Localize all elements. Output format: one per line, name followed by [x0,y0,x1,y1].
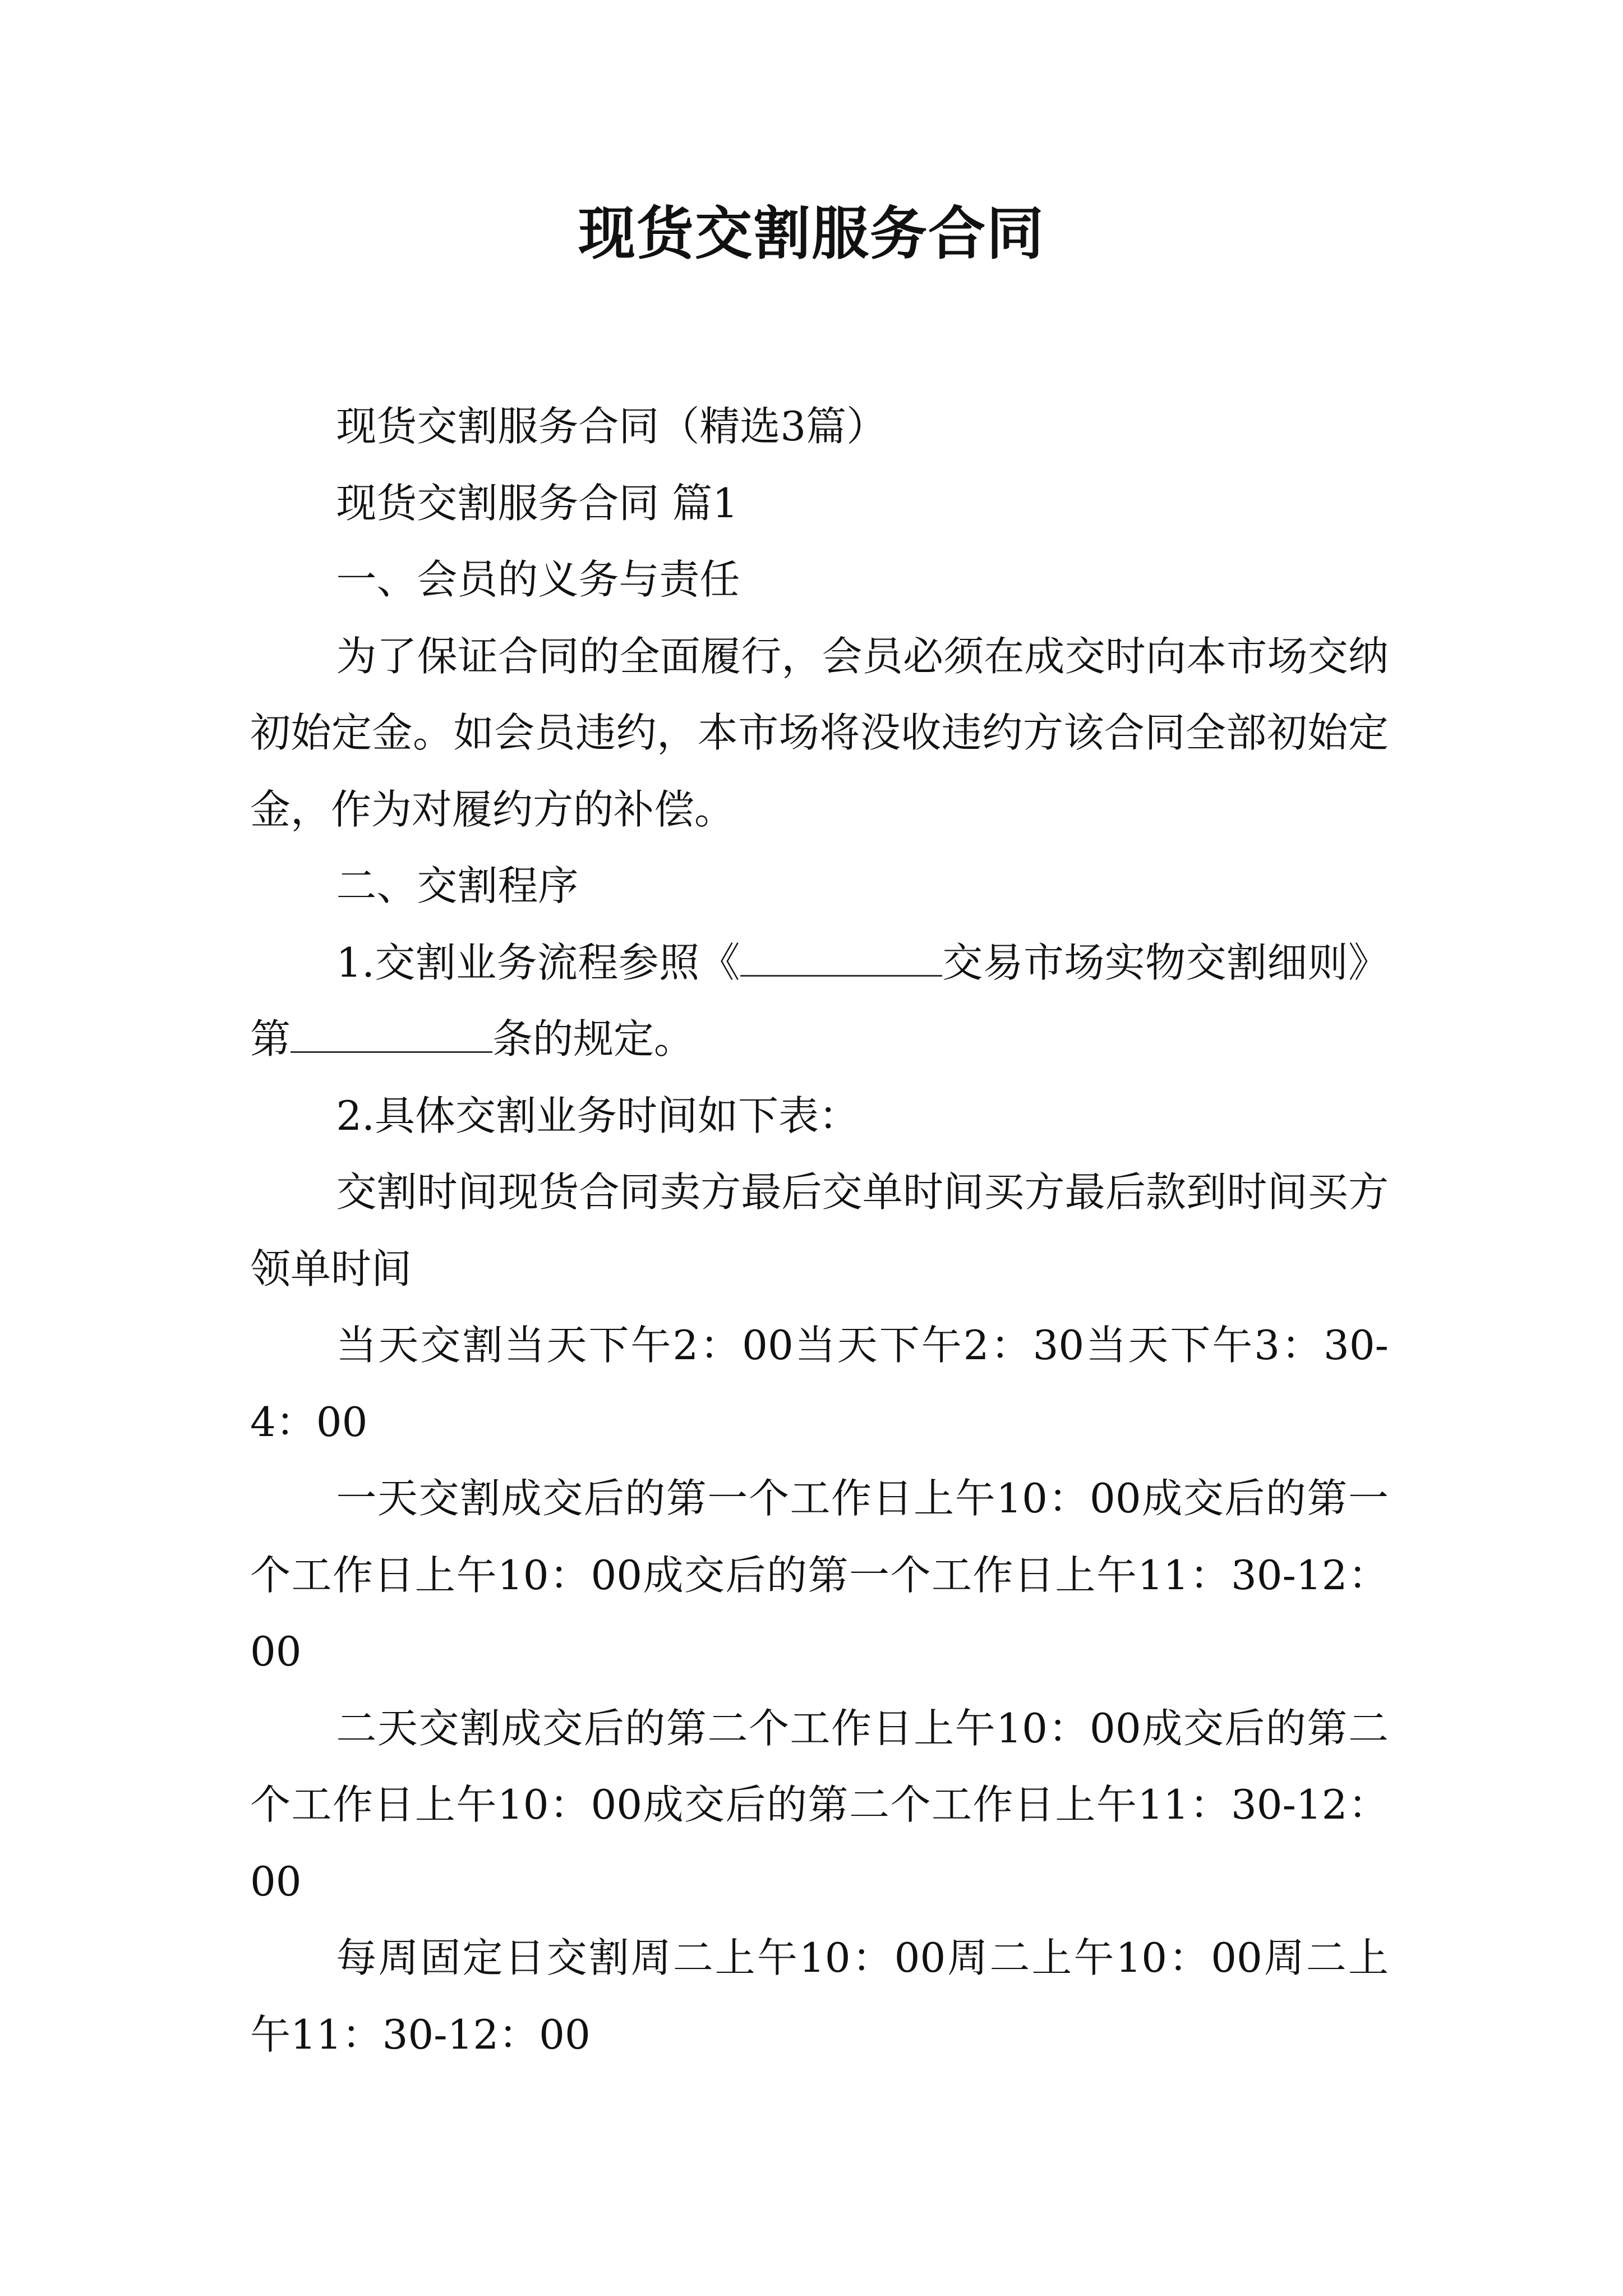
paragraph-subtitle: 现货交割服务合同（精选3篇） [336,403,887,450]
paragraph-schedule-header: 交割时间现货合同卖方最后交单时间买方最后款到时间买方领单时间 [250,1168,1389,1292]
paragraph-schedule-intro: 2.具体交割业务时间如下表： [336,1092,860,1139]
paragraph-obligations-text: 为了保证合同的全面履行，会员必须在成交时向本市场交纳初始定金。如会员违约，本市场将没收违约方该合同全部初始定金，作为对履约方的补偿。 [250,632,1389,833]
blank-market-name [740,938,942,977]
blank-article-number [291,1015,492,1053]
document-title: 现货交割服务合同 [578,200,1045,268]
paragraph-schedule-same-day: 当天交割当天下午2：00当天下午2：30当天下午3：30-4：00 [250,1322,1389,1446]
paragraph-procedure-reference [250,924,1389,1078]
reference-text-before: 1.交割业务流程参照《 [336,938,740,986]
document-body [250,388,1389,2073]
paragraph-schedule-weekly: 每周固定日交割周二上午10：00周二上午10：00周二上午11：30-12：00 [250,1934,1389,2058]
reference-text-middle: 交易市场实物交割细则》第 [250,938,1389,1062]
paragraph-schedule-two-day: 二天交割成交后的第二个工作日上午10：00成交后的第二个工作日上午10：00成交后的第二个工作日上午11：30-12：00 [250,1704,1389,1905]
paragraph-heading-obligations: 一、会员的义务与责任 [336,556,740,603]
paragraph-schedule-one-day: 一天交割成交后的第一个工作日上午10：00成交后的第一个工作日上午10：00成交后的第一个工作日上午11：30-12：00 [250,1475,1389,1675]
paragraph-heading-procedure: 二、交割程序 [336,862,579,909]
paragraph-section-heading: 现货交割服务合同 篇1 [336,479,739,527]
reference-text-after: 条的规定。 [492,1015,695,1062]
